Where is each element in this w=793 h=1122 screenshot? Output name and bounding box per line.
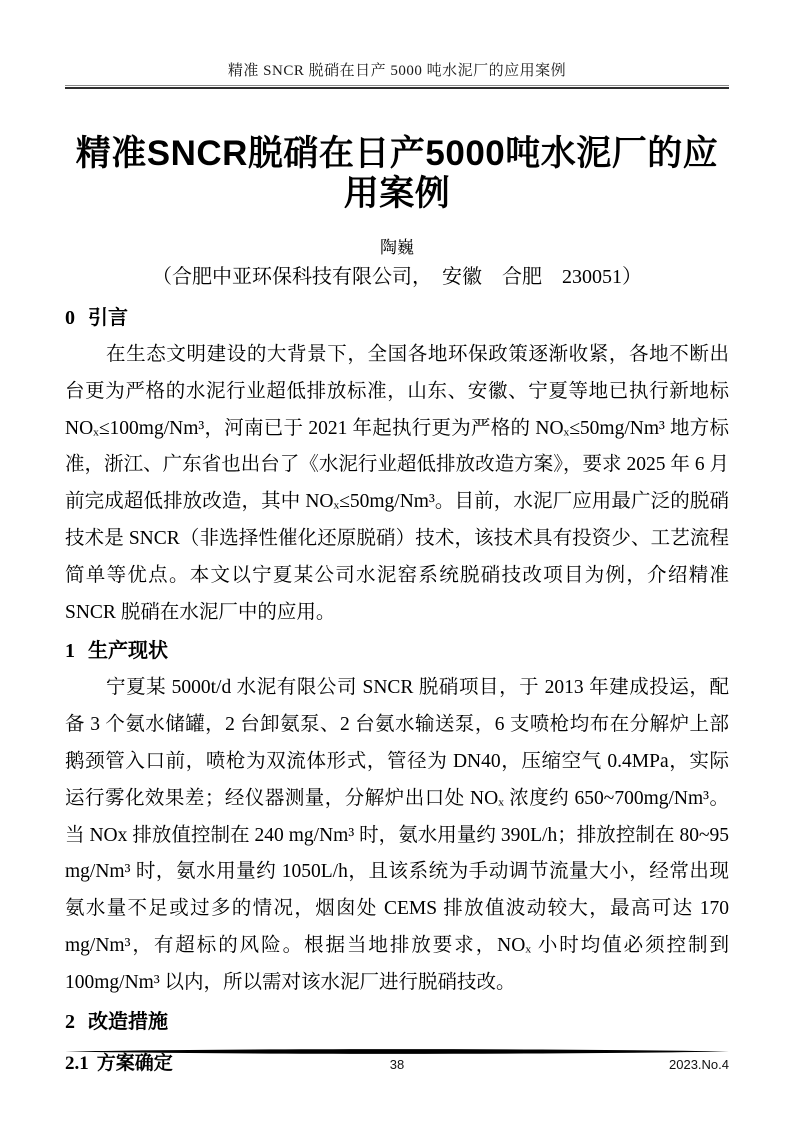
footer-row [65,1057,729,1073]
section-number: 2 [65,1010,75,1033]
section-label: 方案确定 [96,1052,173,1074]
section-label: 生产现状 [88,640,168,663]
header-rule [65,85,729,89]
page-footer [65,1048,729,1073]
section-0-paragraph: 在生态文明建设的大背景下，全国各地环保政策逐渐收紧，各地不断出台更为严格的水泥行业超低排放标准，山东、安徽、宁夏等地已执行新地标NOₓ≤100mg/Nm³，河南已于 2021 年起执行更为严格的 NOₓ≤50mg/Nm³ 地方标准，浙江、广东省也出台了《水泥行业超低排放改造方案》，要求 2025 年 6 月前完成超低排放改造，其中 NOₓ≤50mg/Nm³。目前，水泥厂应用最广泛的脱硝技术是 SNCR（非选择性催化还原脱硝）技术，该技术具有投资少、工艺流程简单等优点。本文以宁夏某公司水泥窑系统脱硝技改项目为例，介绍精准 SNCR 脱硝在水泥厂中的应用。 [65,344,729,623]
section-label: 改造措施 [88,1010,168,1033]
section-number: 0 [65,307,75,329]
author-name: 陶巍 [380,238,414,257]
issue-label: 2023.No.4 [669,1057,729,1072]
section-number: 1 [65,640,75,663]
page-number: 38 [389,1057,405,1072]
section-heading-0 [65,306,729,331]
section-label: 引言 [88,307,128,329]
section-number: 2.1 [65,1052,89,1074]
article-title: 精准SNCR脱硝在日产5000吨水泥厂的应用案例 [75,134,719,213]
running-header-title: 精准 SNCR 脱硝在日产 5000 吨水泥厂的应用案例 [227,63,567,79]
author-affiliation: （合肥中亚环保科技有限公司， 安徽 合肥 230051） [152,266,642,288]
page-content [65,0,729,1076]
section-heading-1 [65,639,729,664]
section-heading-2 [65,1010,729,1035]
footer-rule [65,1048,729,1055]
section-1-paragraph: 宁夏某 5000t/d 水泥有限公司 SNCR 脱硝项目，于 2013 年建成投运，配备 3 个氨水储罐，2 台卸氨泵、2 台氨水输送泵，6 支喷枪均布在分解炉上部鹅颈管入口前，喷枪为双流体形式，管径为 DN40，压缩空气 0.4MPa，实际运行雾化效果差；经仪器测量，分解炉出口处 NOₓ 浓度约 650~700mg/Nm³。当 NOx 排放值控制在 240 mg/Nm³ 时，氨水用量约 390L/h；排放控制在 80~95 mg/Nm³ 时，氨水用量约 1050L/h，且该系统为手动调节流量大小，经常出现氨水量不足或过多的情况，烟囱处 CEMS 排放值波动较大，最高可达 170 mg/Nm³，有超标的风险。根据当地排放要求，NOₓ 小时均值必须控制到 100mg/Nm³ 以内，所以需对该水泥厂进行脱硝技改。 [65,677,729,993]
